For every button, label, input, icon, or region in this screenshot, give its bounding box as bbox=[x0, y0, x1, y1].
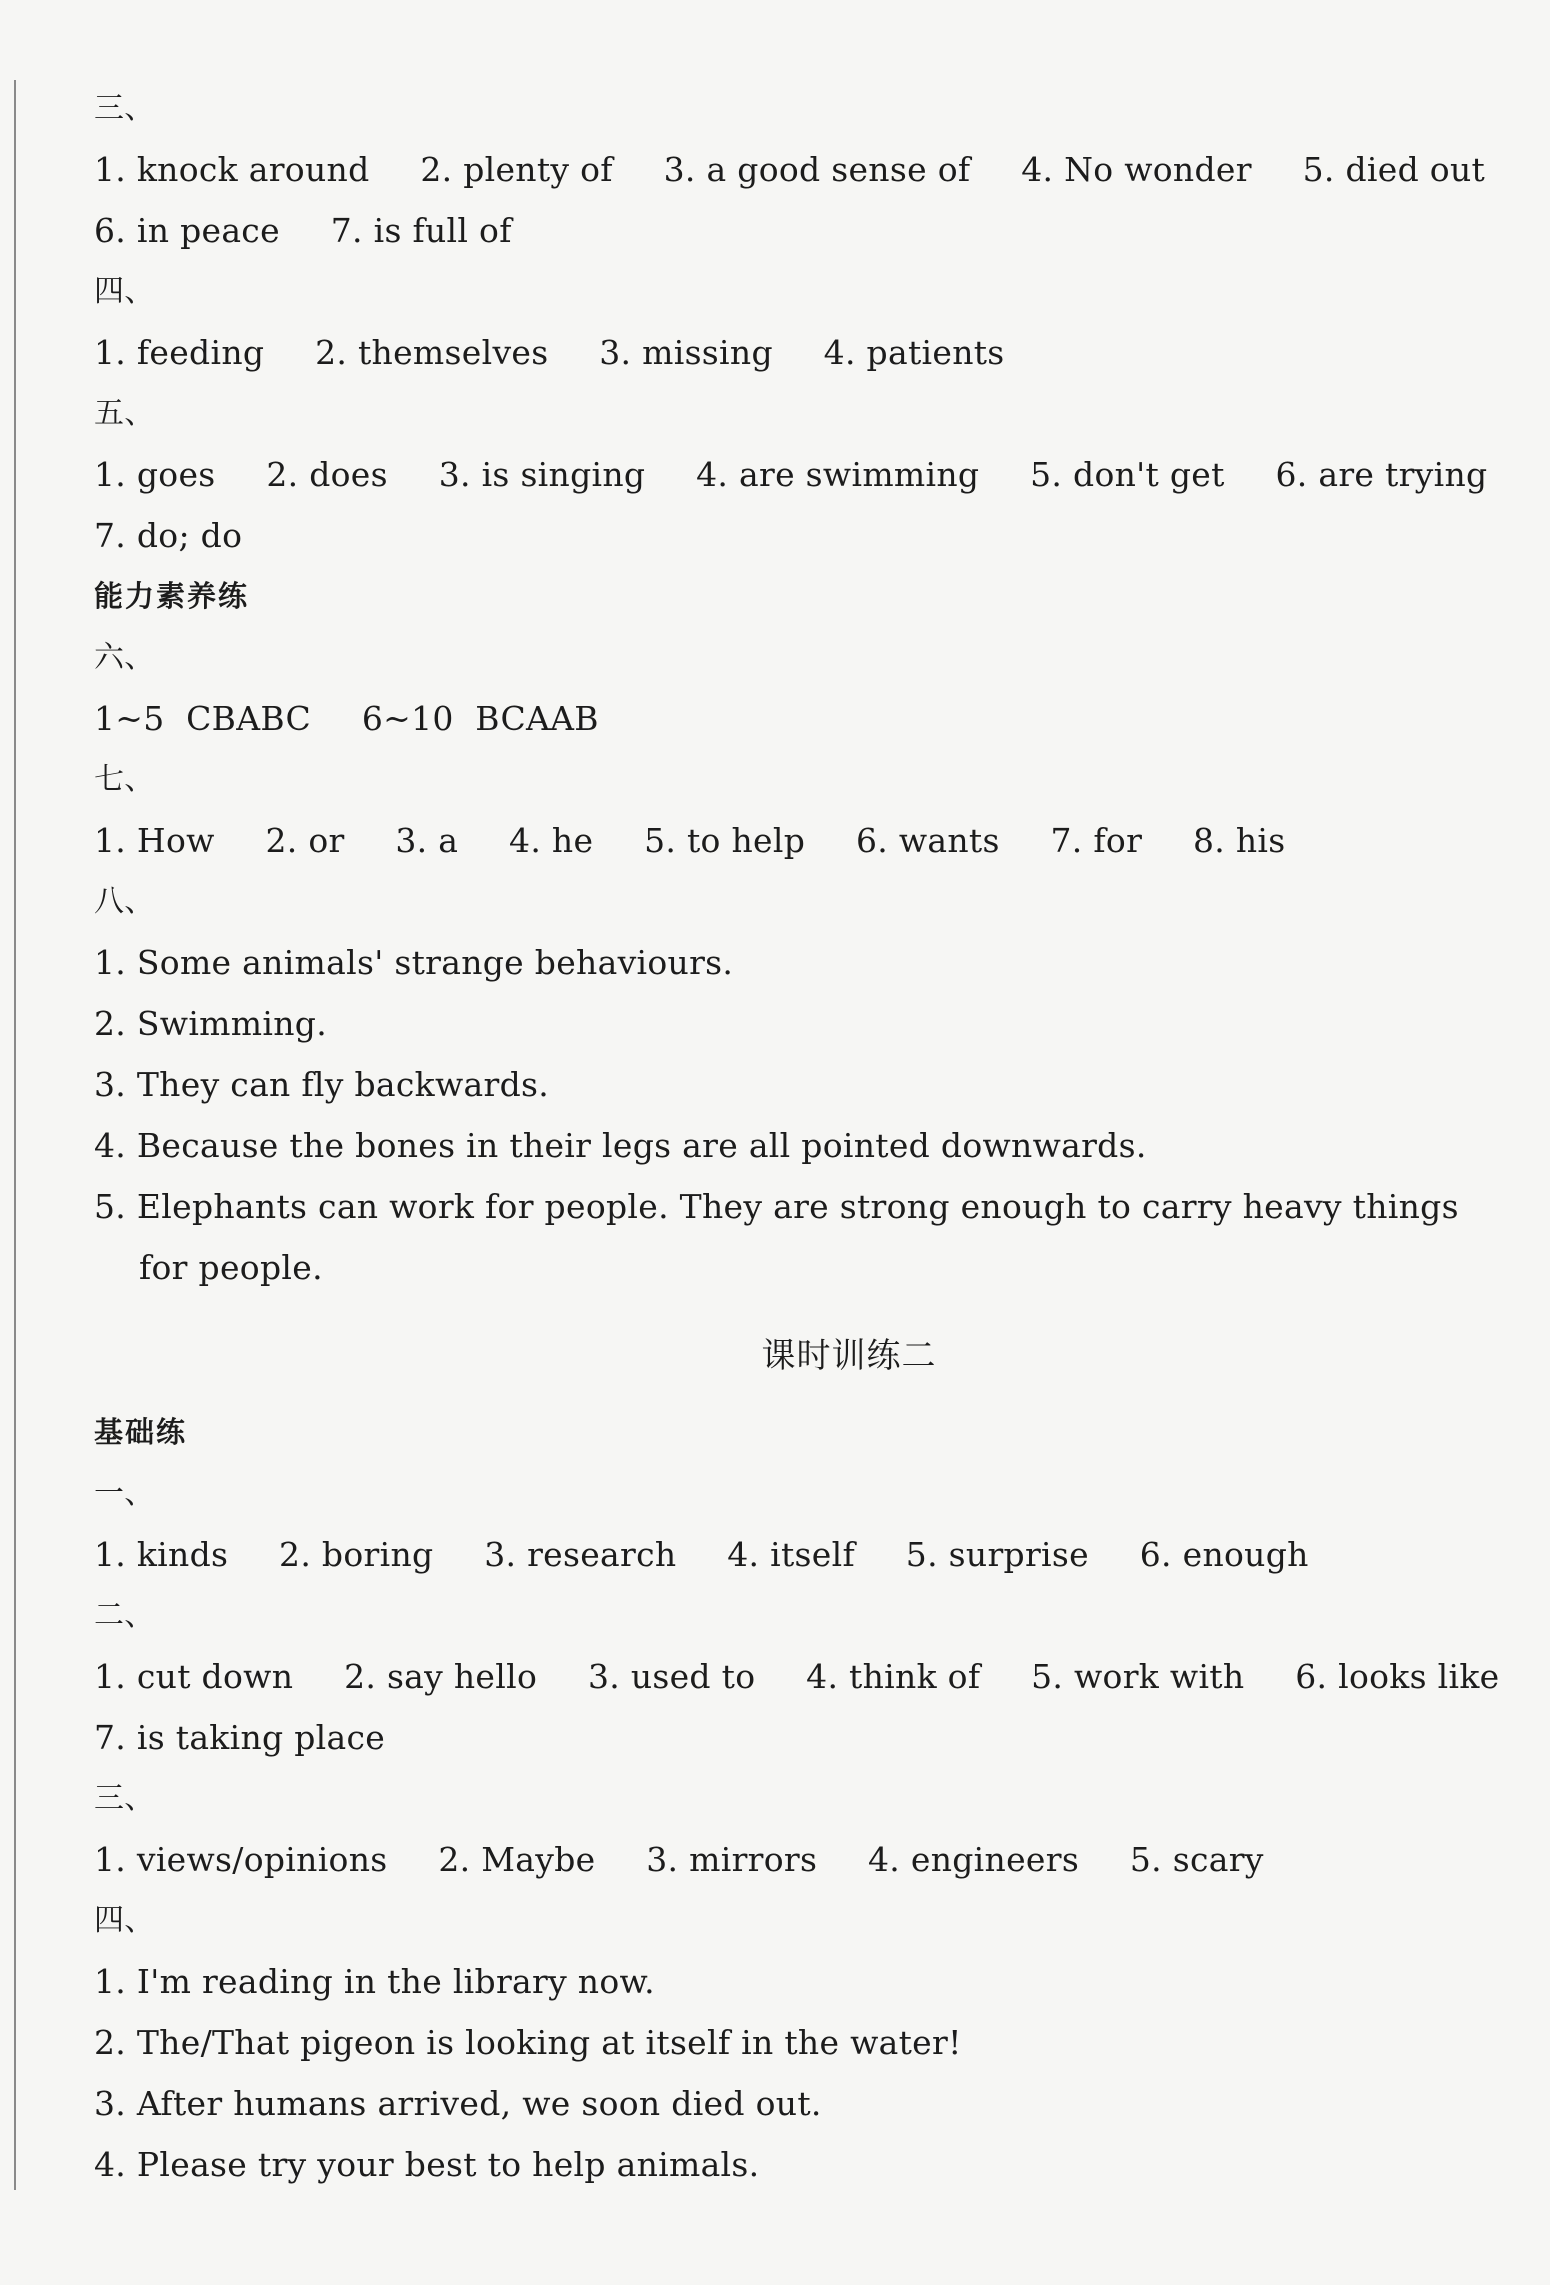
answer-item: 3. a good sense of bbox=[663, 150, 971, 189]
answer-item: 6. in peace bbox=[94, 211, 280, 250]
answer-item: 1. cut down bbox=[94, 1657, 294, 1696]
answer-line: 2. The/That pigeon is looking at itself in the water! bbox=[94, 2023, 962, 2062]
answer-item: 7. is taking place bbox=[94, 1718, 386, 1757]
answer-item: 7. is full of bbox=[330, 211, 512, 250]
answer-row bbox=[94, 1829, 1504, 1890]
answer-item: 6~10 BCAAB bbox=[361, 699, 599, 738]
section-heading: 三、 bbox=[94, 91, 155, 126]
answer-row bbox=[94, 200, 1504, 261]
answer-item: 6. looks like bbox=[1295, 1657, 1500, 1696]
answer-item: 5. surprise bbox=[905, 1535, 1089, 1574]
answer-item: 2. does bbox=[266, 455, 388, 494]
answer-line: 5. Elephants can work for people. They are strong enough to carry heavy things for people. bbox=[94, 1187, 1459, 1287]
answer-item: 4. No wonder bbox=[1021, 150, 1252, 189]
answer-line: 4. Because the bones in their legs are all pointed downwards. bbox=[94, 1126, 1147, 1165]
answer-item: 3. research bbox=[484, 1535, 677, 1574]
answer-item: 5. work with bbox=[1031, 1657, 1245, 1696]
section-heading: 四、 bbox=[94, 1903, 155, 1938]
answer-row bbox=[94, 1646, 1504, 1707]
answer-item: 2. Maybe bbox=[438, 1840, 596, 1879]
margin-rule bbox=[14, 80, 16, 2190]
answer-item: 1. knock around bbox=[94, 150, 370, 189]
answer-item: 4. engineers bbox=[868, 1840, 1080, 1879]
answer-item: 2. themselves bbox=[315, 333, 549, 372]
answer-row bbox=[94, 688, 1504, 749]
answer-item: 2. plenty of bbox=[420, 150, 613, 189]
section-heading: 五、 bbox=[94, 396, 155, 431]
section-heading: 一、 bbox=[94, 1476, 155, 1511]
answer-item: 6. are trying bbox=[1275, 455, 1488, 494]
answer-item: 3. a bbox=[395, 821, 459, 860]
answer-item: 3. used to bbox=[587, 1657, 756, 1696]
ability-section-title: 能力素养练 bbox=[94, 579, 250, 613]
answer-item: 4. think of bbox=[806, 1657, 981, 1696]
answer-item: 2. say hello bbox=[344, 1657, 538, 1696]
answer-item: 1. kinds bbox=[94, 1535, 229, 1574]
answer-item: 1~5 CBABC bbox=[94, 699, 312, 738]
answer-line: 3. After humans arrived, we soon died out. bbox=[94, 2084, 822, 2123]
answer-item: 3. missing bbox=[599, 333, 773, 372]
basic-section-title: 基础练 bbox=[94, 1415, 188, 1449]
answer-line: 1. I'm reading in the library now. bbox=[94, 1962, 655, 2001]
answer-row bbox=[94, 322, 1504, 383]
answer-row bbox=[94, 1707, 1504, 1768]
answer-item: 2. or bbox=[265, 821, 345, 860]
answer-item: 7. do; do bbox=[94, 516, 243, 555]
answer-row bbox=[94, 444, 1504, 505]
answer-row bbox=[94, 139, 1504, 200]
answer-item: 1. goes bbox=[94, 455, 216, 494]
answer-item: 5. died out bbox=[1302, 150, 1486, 189]
section-heading: 二、 bbox=[94, 1598, 155, 1633]
answer-item: 5. don't get bbox=[1030, 455, 1225, 494]
section-heading: 六、 bbox=[94, 640, 155, 675]
answer-item: 4. patients bbox=[823, 333, 1005, 372]
answer-item: 4. are swimming bbox=[696, 455, 980, 494]
answer-line: 4. Please try your best to help animals. bbox=[94, 2145, 760, 2184]
answer-item: 5. to help bbox=[644, 821, 806, 860]
answer-item: 3. is singing bbox=[438, 455, 646, 494]
answer-line: 1. Some animals' strange behaviours. bbox=[94, 943, 734, 982]
section-heading: 三、 bbox=[94, 1781, 155, 1816]
answer-item: 1. How bbox=[94, 821, 215, 860]
answer-row bbox=[94, 1524, 1504, 1585]
section-heading: 八、 bbox=[94, 884, 155, 919]
answer-item: 1. views/opinions bbox=[94, 1840, 388, 1879]
answer-item: 8. his bbox=[1192, 821, 1286, 860]
answer-item: 1. feeding bbox=[94, 333, 265, 372]
section-heading: 七、 bbox=[94, 762, 155, 797]
answer-item: 6. enough bbox=[1139, 1535, 1309, 1574]
answer-item: 5. scary bbox=[1129, 1840, 1264, 1879]
answer-item: 2. boring bbox=[279, 1535, 434, 1574]
answer-line: 2. Swimming. bbox=[94, 1004, 327, 1043]
section-heading: 四、 bbox=[94, 274, 155, 309]
answer-content bbox=[94, 78, 1504, 2195]
answer-item: 4. itself bbox=[727, 1535, 855, 1574]
lesson-title: 课时训练二 bbox=[761, 1336, 937, 1376]
answer-row bbox=[94, 505, 1504, 566]
answer-row bbox=[94, 810, 1504, 871]
answer-line: 3. They can fly backwards. bbox=[94, 1065, 550, 1104]
answer-item: 3. mirrors bbox=[646, 1840, 818, 1879]
answer-item: 7. for bbox=[1050, 821, 1143, 860]
answer-item: 4. he bbox=[509, 821, 594, 860]
answer-item: 6. wants bbox=[855, 821, 1000, 860]
